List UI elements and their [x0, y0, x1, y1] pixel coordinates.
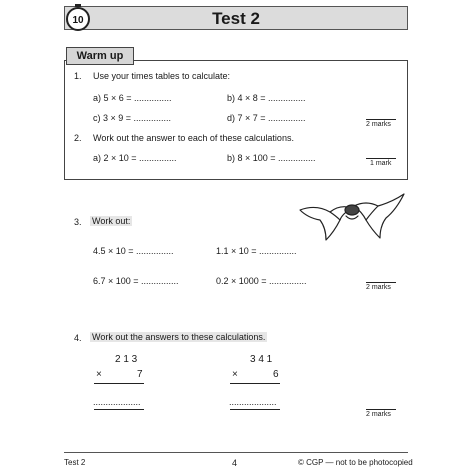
question-number: 3.: [74, 217, 82, 227]
marks-label: 2 marks: [366, 284, 391, 291]
question-part: a) 5 × 6 = ...............: [93, 93, 172, 103]
marks-line: [366, 158, 396, 159]
question-number: 2.: [74, 133, 82, 143]
question-prompt: Work out the answers to these calculations.: [92, 332, 266, 342]
multiplication-top: 2 1 3: [115, 354, 138, 365]
sum-line: [94, 409, 144, 410]
question-part: c) 3 × 9 = ...............: [93, 113, 172, 123]
answer-dots: ...................: [229, 397, 277, 407]
question-part: d) 7 × 7 = ...............: [227, 113, 306, 123]
marks-label: 1 mark: [370, 160, 392, 167]
marks-label: 2 marks: [366, 121, 391, 128]
question-part: b) 8 × 100 = ...............: [227, 153, 316, 163]
question-prompt: Use your times tables to calculate:: [93, 71, 231, 81]
warm-up-label: Warm up: [66, 47, 134, 65]
birds-illustration: [296, 190, 408, 246]
question-number: 4.: [74, 333, 82, 343]
question-part: 4.5 × 10 = ...............: [93, 246, 174, 256]
page-title: Test 2: [212, 9, 260, 28]
page-number: 4: [232, 458, 238, 468]
marks-line: [366, 409, 396, 410]
sum-line: [230, 409, 280, 410]
question-part: 0.2 × 1000 = ...............: [216, 276, 307, 286]
question-prompt: Work out the answer to each of these calculations.: [93, 133, 294, 143]
multiplication-sign: ×: [232, 369, 238, 380]
footer-divider: [64, 452, 408, 453]
multiplication-top: 3 4 1: [250, 354, 273, 365]
stopwatch-icon: [64, 4, 92, 32]
question-part: a) 2 × 10 = ...............: [93, 153, 177, 163]
sum-line: [230, 383, 280, 384]
timer-value: 10: [72, 15, 84, 26]
question-part: b) 4 × 8 = ...............: [227, 93, 306, 103]
multiplication-sign: ×: [96, 369, 102, 380]
footer-left: Test 2: [64, 458, 86, 467]
marks-line: [366, 282, 396, 283]
multiplication-bottom: 6: [273, 369, 279, 380]
question-part: 1.1 × 10 = ...............: [216, 246, 297, 256]
answer-dots: ...................: [93, 397, 141, 407]
sum-line: [94, 383, 144, 384]
question-number: 1.: [74, 71, 82, 81]
marks-line: [366, 119, 396, 120]
page-header: [64, 6, 408, 30]
marks-label: 2 marks: [366, 411, 391, 418]
question-prompt: Work out:: [92, 216, 131, 226]
footer-copyright: © CGP — not to be photocopied: [298, 458, 413, 467]
question-part: 6.7 × 100 = ...............: [93, 276, 179, 286]
multiplication-bottom: 7: [137, 369, 143, 380]
